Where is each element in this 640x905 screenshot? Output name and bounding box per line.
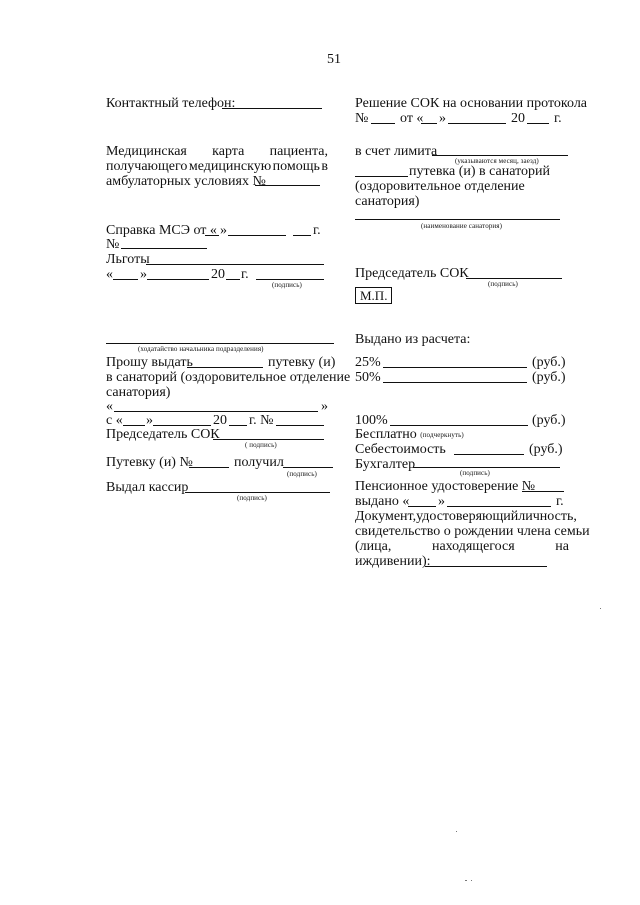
limit-line xyxy=(432,155,568,156)
p25-rub: (руб.) xyxy=(532,355,566,370)
limit-note: (указываются месяц, заезд) xyxy=(455,157,539,165)
p25-label: 25% xyxy=(355,355,381,370)
prosh-label: Прошу выдать xyxy=(106,355,193,370)
free-note: (подчеркнуть) xyxy=(420,431,464,439)
mse-date-open: « xyxy=(106,267,113,282)
p50-label: 50% xyxy=(355,370,381,385)
limit-line3: (оздоровительное отделение xyxy=(355,179,525,194)
pension-issued-g: г. xyxy=(556,494,564,509)
received-got: получил xyxy=(234,455,284,470)
decision-quote-close: » xyxy=(439,111,446,126)
petition-line2: в санаторий (оздоровительное отделение xyxy=(106,370,351,385)
scan-speck xyxy=(456,831,457,832)
benefits-line xyxy=(146,264,324,265)
mse-date-month-line xyxy=(147,279,209,280)
medcard-number-line xyxy=(255,185,320,186)
decision-day-line xyxy=(421,123,437,124)
accountant-label: Бухгалтер xyxy=(355,457,416,472)
mse-date-g: г. xyxy=(241,267,249,282)
decision-number-line xyxy=(371,123,395,124)
pension-line xyxy=(522,491,564,492)
from-year-line xyxy=(229,425,247,426)
received-number-line xyxy=(189,467,229,468)
medcard-word: помощь xyxy=(272,159,320,174)
received-sig-line xyxy=(283,467,333,468)
medcard-word: карта xyxy=(212,144,245,159)
sanatorium-name-line-right xyxy=(355,219,560,220)
mse-day-line xyxy=(205,235,219,236)
from-quote-close: » xyxy=(146,413,153,428)
medcard-word: медицинскую xyxy=(188,159,272,174)
accountant-sig-note: (подпись) xyxy=(460,469,490,477)
prosh-putevka: путевку (и) xyxy=(268,355,336,370)
mse-date-day-line xyxy=(113,279,138,280)
doc-word: на xyxy=(555,539,569,554)
decision-year: 20 xyxy=(511,111,525,126)
medcard-word: получающего xyxy=(106,159,188,174)
decision-month-line xyxy=(448,123,506,124)
doc-word: личность, xyxy=(518,509,577,524)
pension-issued-close: » xyxy=(438,494,445,509)
decision-g: г. xyxy=(554,111,562,126)
right-chairman-sig-note: (подпись) xyxy=(488,280,518,288)
scan-speck xyxy=(471,880,472,881)
mse-number-line xyxy=(121,248,207,249)
mse-signature-note: (подпись) xyxy=(272,281,302,289)
p100-rub: (руб.) xyxy=(532,413,566,428)
pension-issued-label: выдано « xyxy=(355,494,410,509)
left-chairman-line xyxy=(213,439,324,440)
limit-label: в счет лимита xyxy=(355,144,438,159)
from-year: 20 xyxy=(213,413,227,428)
mse-year-suffix: г. xyxy=(313,223,321,238)
benefits-label: Льготы xyxy=(106,252,150,267)
scan-speck xyxy=(465,880,467,881)
cost-rub: (руб.) xyxy=(529,442,563,457)
p50-line xyxy=(383,382,527,383)
sanatorium-name-note: (наименование санатория) xyxy=(421,222,503,230)
doc-word: Документ, xyxy=(355,509,417,524)
mse-date-year: 20 xyxy=(211,267,225,282)
medcard-word: в xyxy=(321,159,328,174)
cost-line xyxy=(454,454,524,455)
medcard-word: пациента, xyxy=(269,144,328,159)
putevka-sanatorium: путевка (и) в санаторий xyxy=(409,164,551,179)
mse-year-line xyxy=(293,235,311,236)
decision-line1: Решение СОК на основании протокола xyxy=(355,96,588,111)
contact-phone-line xyxy=(222,108,322,109)
medcard-word: Медицинская xyxy=(106,144,187,159)
left-chairman-sig-note: ( подпись) xyxy=(245,441,277,449)
mse-date-year-line xyxy=(226,279,240,280)
accountant-line xyxy=(413,467,560,468)
doc-line2: свидетельство о рождении члена семьи xyxy=(355,524,590,539)
left-chairman-label: Председатель СОК xyxy=(106,427,220,442)
cashier-line xyxy=(185,492,330,493)
mse-month-line xyxy=(228,235,286,236)
petition-caption: (ходатайство начальника подразделения) xyxy=(138,345,264,353)
from-number-line xyxy=(276,425,324,426)
scan-speck xyxy=(600,608,601,609)
sanatorium-quote-close: » xyxy=(321,399,328,414)
pension-issued-date-line xyxy=(447,506,551,507)
doc-line4: иждивении): xyxy=(355,554,431,569)
decision-year-line xyxy=(527,123,549,124)
pension-label: Пенсионное удостоверение № xyxy=(355,479,536,494)
contact-phone-label: Контактный телефон: xyxy=(106,96,236,111)
pension-issued-day-line xyxy=(408,506,436,507)
petition-line xyxy=(106,343,334,344)
issued-title: Выдано из расчета: xyxy=(355,332,471,347)
received-sig-note: (подпись) xyxy=(287,470,317,478)
petition-line3: санатория) xyxy=(106,385,171,400)
putevka-count-line xyxy=(355,176,408,177)
from-g-no: г. № xyxy=(249,413,274,428)
right-chairman-label: Председатель СОК xyxy=(355,266,469,281)
cashier-sig-note: (подпись) xyxy=(237,494,267,502)
page-number: 51 xyxy=(327,52,341,67)
mse-quote-close: » xyxy=(220,223,227,238)
cost-label: Себестоимость xyxy=(355,442,446,457)
p100-label: 100% xyxy=(355,413,388,428)
received-label: Путевку (и) № xyxy=(106,455,193,470)
doc-word: находящегося xyxy=(431,539,515,554)
decision-no: № xyxy=(355,111,369,126)
free-text: Бесплатно xyxy=(355,427,417,442)
stamp-box: М.П. xyxy=(355,287,392,304)
doc-word: (лица, xyxy=(355,539,392,554)
mse-number-label: № xyxy=(106,237,120,252)
p25-line xyxy=(383,367,527,368)
right-chairman-line xyxy=(466,278,562,279)
mse-date-close: » xyxy=(140,267,147,282)
sanatorium-quote-open: « xyxy=(106,399,113,414)
dependent-line xyxy=(425,566,547,567)
limit-line4: санатория) xyxy=(355,194,420,209)
mse-from-label: Справка МСЭ от « xyxy=(106,223,217,238)
prosh-count-line xyxy=(187,367,263,368)
medcard-line3: амбулаторных условиях № xyxy=(106,174,266,189)
mse-signature-line xyxy=(256,279,324,280)
cashier-label: Выдал кассир xyxy=(106,480,189,495)
from-date-label: с « xyxy=(106,413,123,428)
decision-from: от « xyxy=(400,111,424,126)
p50-rub: (руб.) xyxy=(532,370,566,385)
doc-word: удостоверяющий xyxy=(416,509,519,524)
